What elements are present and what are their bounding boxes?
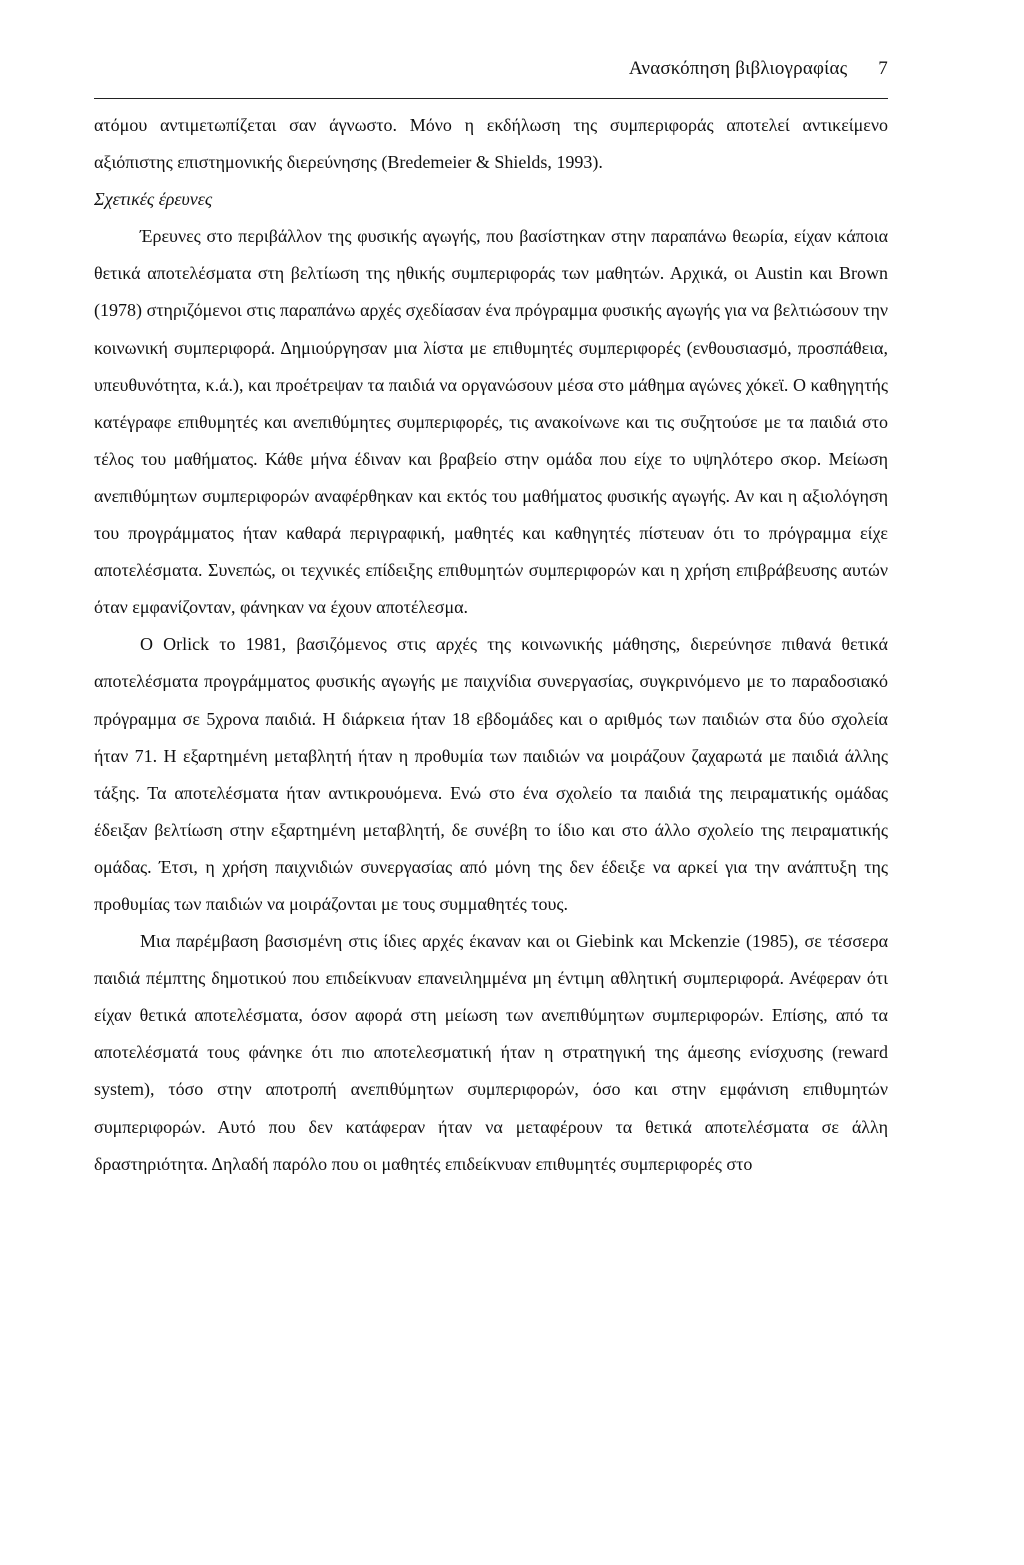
page-body [94,107,888,1183]
running-header [94,58,888,99]
paragraph-continued: ατόμου αντιμετωπίζεται σαν άγνωστο. Μόνο η εκδήλωση της συμπεριφοράς αποτελεί αντικείμενο αξιόπιστης επιστημονικής διερεύνησης (Bredemeier & Shields, 1993). [94,115,888,173]
page-number: 7 [878,58,888,79]
paragraph: Έρευνες στο περιβάλλον της φυσικής αγωγής, που βασίστηκαν στην παραπάνω θεωρία, είχαν κάποια θετικά αποτελέσματα στη βελτίωση της ηθικής συμπεριφοράς των μαθητών. Αρχικά, οι Austin και Brown (1978) στηριζόμενοι στις παραπάνω αρχές σχεδίασαν ένα πρόγραμμα φυσικής αγωγής για να βελτιώσουν την κοινωνική συμπεριφορά. Δημιούργησαν μια λίστα με επιθυμητές συμπεριφορές (ενθουσιασμό, προσπάθεια, υπευθυνότητα, κ.ά.), και προέτρεψαν τα παιδιά να οργανώσουν μέσα στο μάθημα αγώνες χόκεϊ. Ο καθηγητής κατέγραφε επιθυμητές και ανεπιθύμητες συμπεριφορές, τις ανακοίνωνε και τις συζητούσε με τα παιδιά στο τέλος του μαθήματος. Κάθε μήνα έδιναν και βραβείο στην ομάδα που είχε το υψηλότερο σκορ. Μείωση ανεπιθύμητων συμπεριφορών αναφέρθηκαν και εκτός του μαθήματος φυσικής αγωγής. Αν και η αξιολόγηση του προγράμματος ήταν καθαρά περιγραφική, μαθητές και καθηγητές πίστευαν ότι το πρόγραμμα είχε αποτελέσματα. Συνεπώς, οι τεχνικές επίδειξης επιθυμητών συμπεριφορών και η χρήση επιβράβευσης αυτών όταν εμφανίζονταν, φάνηκαν να έχουν αποτέλεσμα. [94,226,888,618]
paragraph: Μια παρέμβαση βασισμένη στις ίδιες αρχές έκαναν και οι Giebink και Mckenzie (1985), σε τέσσερα παιδιά πέμπτης δημοτικού που επιδείκνυαν επανειλημμένα μη έντιμη αθλητική συμπεριφορά. Ανέφεραν ότι είχαν θετικά αποτελέσματα, όσον αφορά στη μείωση των ανεπιθύμητων συμπεριφορών. Επίσης, από τα αποτελέσματά τους φάνηκε ότι πιο αποτελεσματική ήταν η στρατηγική της άμεσης ενίσχυσης (reward system), τόσο στην αποτροπή ανεπιθύμητων συμπεριφορών, όσο και στην εμφάνιση επιθυμητών συμπεριφορών. Αυτό που δεν κατάφεραν ήταν να μεταφέρουν τα θετικά αποτελέσματα σε άλλη δραστηριότητα. Δηλαδή παρόλο που οι μαθητές επιδείκνυαν επιθυμητές συμπεριφορές στο [94,931,888,1174]
paragraph: Ο Orlick το 1981, βασιζόμενος στις αρχές της κοινωνικής μάθησης, διερεύνησε πιθανά θετικά αποτελέσματα προγράμματος φυσικής αγωγής με παιχνίδια συνεργασίας, συγκρινόμενο με το παραδοσιακό πρόγραμμα σε 5χρονα παιδιά. Η διάρκεια ήταν 18 εβδομάδες και ο αριθμός των παιδιών στα δύο σχολεία ήταν 71. Η εξαρτημένη μεταβλητή ήταν η προθυμία των παιδιών να μοιράζουν ζαχαρωτά με παιδιά άλλης τάξης. Τα αποτελέσματα ήταν αντικρουόμενα. Ενώ στο ένα σχολείο τα παιδιά της πειραματικής ομάδας έδειξαν βελτίωση στην εξαρτημένη μεταβλητή, δε συνέβη το ίδιο και στο άλλο σχολείο της πειραματικής ομάδας. Έτσι, η χρήση παιχνιδιών συνεργασίας από μόνη της δεν έδειξε να αρκεί για την ανάπτυξη της προθυμίας των παιδιών να μοιράζονται με τους συμμαθητές τους. [94,634,888,914]
section-subheading: Σχετικές έρευνες [94,189,213,210]
running-header-title: Ανασκόπηση βιβλιογραφίας [628,58,848,79]
